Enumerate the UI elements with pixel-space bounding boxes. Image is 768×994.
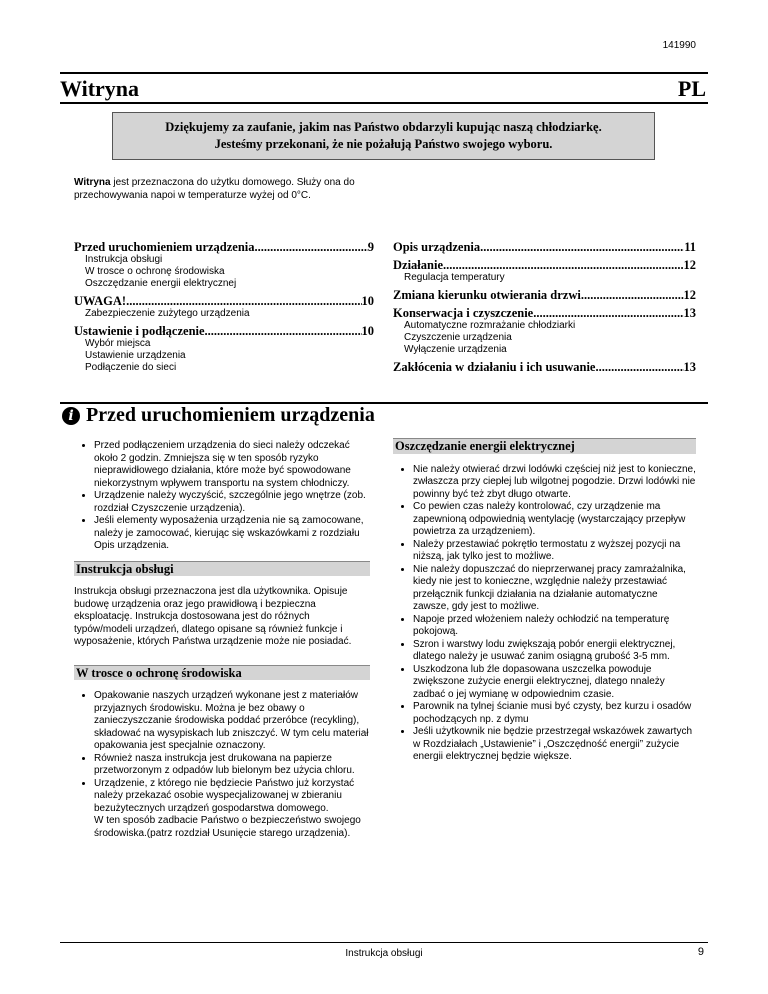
toc-entry-title: Działanie: [393, 258, 443, 272]
toc-entry-page: 9: [367, 240, 374, 254]
left-column: [74, 440, 370, 840]
manual-text: Instrukcja obsługi przeznaczona jest dla użytkownika. Opisuje budowę urządzenia oraz jego prawidłową i bezpieczna eksploatację. Instrukcja dostosowana jest do różnych typów/modeli urządzeń, dlatego opisane są również funkcje i wyposażenie, których Państwa urządzenie może nie posiadać.: [74, 586, 352, 647]
toc-leader-dots: [255, 240, 368, 254]
header-rule-top: [60, 72, 708, 74]
footer-label: Instrukcja obsługi: [345, 948, 423, 959]
toc-entry-title: Zmiana kierunku otwierania drzwi: [393, 288, 581, 302]
bullet-item: • Jeśli użytkownik nie będzie przestrzegał wskazówek zawartych w Rozdziałach „Ustawienie” i „Oszczędność energii” zużycie energii elektrycznej będzie większe.: [413, 726, 696, 764]
header-rule-bottom: [60, 102, 708, 104]
toc-entry: [74, 240, 374, 254]
environment-bullet-list: [74, 690, 370, 815]
environment-after-text: W ten sposób zadbacie Państwo o bezpieczeństwo swojego środowiska.(patrz rozdział Usunięcie starego urządzenia).: [94, 815, 361, 839]
toc-entry: [393, 360, 696, 374]
thanks-line-2: Jesteśmy przekonani, że nie pożałują Państwo swojego wyboru.: [214, 137, 553, 151]
energy-bullet-list: [393, 464, 696, 764]
toc-subentry: Czyszczenie urządzenia: [404, 332, 512, 343]
toc-entry: [393, 306, 696, 320]
bullet-item: • Jeśli elementy wyposażenia urządzenia nie są zamocowane, należy je zamocować, kierując się wskazówkami z rozdziału Opis urządzenia.: [94, 515, 370, 553]
toc-subentry: Automatyczne rozmrażanie chłodziarki: [404, 320, 576, 331]
bullet-item: • Urządzenie należy wyczyścić, szczególnie jego wnętrze (zob. rozdział Czyszczenie urządzenia).: [94, 490, 370, 515]
toc-leader-dots: [533, 306, 683, 320]
info-icon: i: [62, 407, 80, 425]
bullet-item: • Opakowanie naszych urządzeń wykonane jest z materiałów przyjaznych środowisku. Można je bez obawy o zanieczyszczanie środowiska poddać przeróbce (recykling), składować na wysypiskach lub zniszczyć. W tym celu materiał opakowania jest specjalnie oznaczony.: [94, 690, 370, 753]
language-code: PL: [677, 76, 706, 101]
bullet-item: • Nie należy otwierać drzwi lodówki częściej niż jest to konieczne, zwłaszcza przy ciepłej lub wilgotnej pogodzie. Drzwi lodówki nie powinny być też zbyt długo otwarte.: [413, 464, 696, 502]
bullet-item: • Uszkodzona lub źle dopasowana uszczelka powoduje zwiększone zużycie energii elektrycznej, dlatego nnależy zadbać o jej wymianę w odpowiednim czasie.: [413, 664, 696, 702]
toc-leader-dots: [480, 240, 684, 254]
bullet-item: • Szron i warstwy lodu zwiększają pobór energii elektrycznej, dlatego należy je usuwać zanim osiągną grubość 3-5 mm.: [413, 639, 696, 664]
manual-heading: Instrukcja obsługi: [74, 561, 370, 577]
toc-leader-dots: [443, 258, 684, 272]
toc-entry-page: 10: [361, 294, 374, 308]
toc-subentry: Oszczędzanie energii elektrycznej: [85, 278, 237, 289]
toc-leader-dots: [205, 324, 362, 338]
toc-entry-title: Zakłócenia w działaniu i ich usuwanie: [393, 360, 596, 374]
toc-entry: [74, 294, 374, 308]
toc-subentry: Podłączenie do sieci: [85, 362, 177, 373]
toc-entry-title: Konserwacja i czyszczenie: [393, 306, 534, 320]
toc-entry-page: 13: [683, 306, 696, 320]
toc-left: [74, 240, 374, 378]
energy-heading: Oszczędzanie energii elektrycznej: [393, 438, 696, 454]
toc-entry: [393, 240, 696, 254]
toc-leader-dots: [595, 360, 683, 374]
toc-right: [393, 240, 696, 378]
environment-heading: W trosce o ochronę środowiska: [74, 665, 370, 681]
toc-subentry: W trosce o ochronę środowiska: [85, 266, 225, 277]
toc-entry-page: 13: [683, 360, 696, 374]
toc-entry-page: 12: [683, 288, 696, 302]
toc-entry-page: 11: [684, 240, 696, 254]
toc-subentry: Zabezpieczenie zużytego urządzenia: [85, 308, 250, 319]
toc-subentry: Wyłączenie urządzenia: [404, 344, 507, 355]
section-title-text: Przed uruchomieniem urządzenia: [86, 404, 375, 426]
toc-entry-page: 12: [683, 258, 696, 272]
intro-rest: jest przeznaczona do użytku domowego. Służy ona do przechowywania napoi w temperaturze wyżej od 0°C.: [74, 177, 355, 201]
bullet-item: • Należy przestawiać pokrętło termostatu z wyższej pozycji na niższą, jak tylko jest to możliwe.: [413, 539, 696, 564]
toc-entry-title: UWAGA!: [74, 294, 127, 308]
footer-rule: [60, 942, 708, 943]
toc-entry-title: Ustawienie i podłączenie: [74, 324, 205, 338]
page-title: Witryna: [60, 76, 140, 101]
toc-entry: [393, 288, 696, 302]
toc-subentry: Regulacja temperatury: [404, 272, 505, 283]
bullet-item: • Co pewien czas należy kontrolować, czy urządzenie ma zapewnioną odpowiednią wentylację (wystarczający przepływ powietrza za urządzeniem).: [413, 501, 696, 539]
bullet-item: • Urządzenie, z którego nie będziecie Państwo już korzystać należy przekazać osobie wyspecjalizowanej w zbieraniu bezużytecznych urządzeń gospodarstwa domowego.: [94, 778, 370, 816]
toc-entry-title: Opis urządzenia: [393, 240, 481, 254]
document-number: 141990: [662, 40, 696, 51]
toc-entry: [74, 324, 374, 338]
intro-product-name: Witryna: [74, 177, 111, 188]
toc-subentry: Ustawienie urządzenia: [85, 350, 186, 361]
bullet-item: • Napoje przed włożeniem należy ochłodzić na temperaturę pokojową.: [413, 614, 696, 639]
toc-entry: [393, 258, 696, 272]
thanks-line-1: Dziękujemy za zaufanie, jakim nas Państwo obdarzyli kupując naszą chłodziarkę.: [165, 120, 602, 134]
bullet-item: • Parownik na tylnej ścianie musi być czysty, bez kurzu i osadów pochodzących np. z dymu: [413, 701, 696, 726]
toc-subentry: Instrukcja obsługi: [85, 254, 163, 265]
bullet-item: • Nie należy dopuszczać do nieprzerwanej pracy zamrażalnika, kiedy nie jest to konieczne, względnie należy przestawiać przełącznik funkcji działania na działanie automatyczne zawsze, gdy jest to możliwe.: [413, 564, 696, 614]
section-title: [62, 404, 375, 427]
toc-entry-page: 10: [361, 324, 374, 338]
right-column: [393, 438, 696, 764]
thanks-box: [112, 112, 655, 160]
page-number: 9: [697, 946, 704, 958]
toc-entry-title: Przed uruchomieniem urządzenia: [74, 240, 255, 254]
toc-leader-dots: [126, 294, 361, 308]
toc-subentry: Wybór miejsca: [85, 338, 151, 349]
toc-leader-dots: [581, 288, 684, 302]
bullet-item: • Przed podłączeniem urządzenia do sieci należy odczekać około 2 godzin. Zmniejsza się w ten sposób ryzyko nieprawidłowego działania, które może być spowodowane niekorzystnym wpływem transportu na system chłodniczy.: [94, 440, 370, 490]
intro-text: [74, 176, 364, 202]
intro-bullet-list: [74, 440, 370, 553]
bullet-item: • Również nasza instrukcja jest drukowana na papierze przetworzonym z odpadów lub bielonym bez użycia chloru.: [94, 753, 370, 778]
